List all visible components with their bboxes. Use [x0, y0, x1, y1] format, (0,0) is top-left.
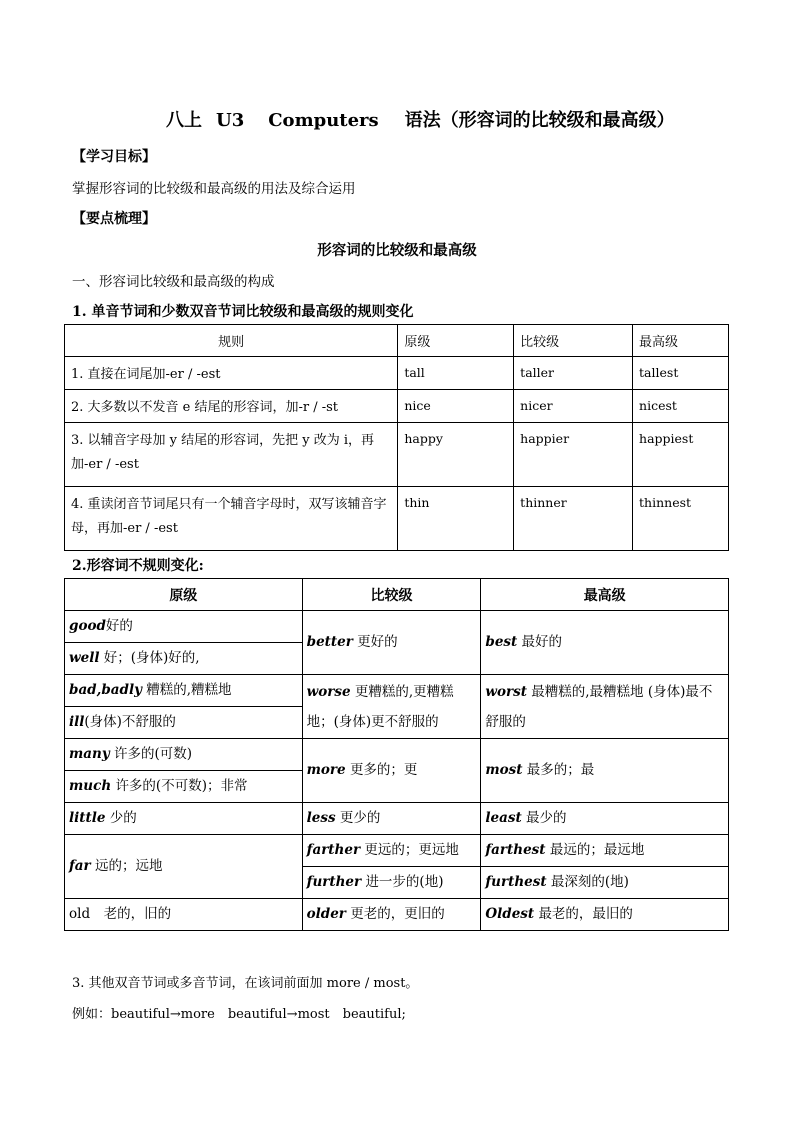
table-cell: 4. 重读闭音节词尾只有一个辅音字母时，双写该辅音字母，再加-er / -est [65, 487, 398, 551]
table-row [65, 423, 729, 487]
table-cell: many 许多的(可数) [65, 739, 303, 771]
table-row [65, 675, 729, 707]
table-row [65, 835, 729, 867]
page-title [166, 106, 766, 132]
table1-header-base: 原级 [398, 325, 514, 357]
table-cell: nicer [514, 390, 633, 423]
points-heading: 【要点梳理】 [72, 211, 156, 227]
table-cell: worst 最糟糕的,最糟糕地 (身体)最不舒服的 [481, 675, 729, 739]
section-title: 形容词的比较级和最高级 [317, 242, 477, 259]
table1-header-superlative: 最高级 [633, 325, 729, 357]
table-cell: farther 更远的；更远地 [302, 835, 481, 867]
regular-changes-table [64, 324, 729, 551]
table-cell: happy [398, 423, 514, 487]
example-text: 例如：beautiful→more beautiful→most beautiful; [72, 1007, 406, 1022]
table-cell: 1. 直接在词尾加-er / -est [65, 357, 398, 390]
table-cell: nicest [633, 390, 729, 423]
table-row [65, 803, 729, 835]
table-cell: tall [398, 357, 514, 390]
table-row [65, 611, 729, 643]
title-unit: U3 [216, 110, 245, 131]
table-cell: bad,badly 糟糕的,糟糕地 [65, 675, 303, 707]
goal-heading: 【学习目标】 [72, 149, 156, 165]
table-cell: taller [514, 357, 633, 390]
table1-header-comparative: 比较级 [514, 325, 633, 357]
table-row [65, 390, 729, 423]
table-cell: ill(身体)不舒服的 [65, 707, 303, 739]
table-row [65, 739, 729, 771]
table-cell: old 老的，旧的 [65, 899, 303, 931]
table-row [65, 487, 729, 551]
table-cell: little 少的 [65, 803, 303, 835]
rule-3-text: 3. 其他双音节词或多音节词，在该词前面加 more / most。 [72, 976, 419, 991]
table-cell: much 许多的(不可数)；非常 [65, 771, 303, 803]
table-cell: older 更老的，更旧的 [302, 899, 481, 931]
table-cell: thinner [514, 487, 633, 551]
subheading-construction: 一、形容词比较级和最高级的构成 [72, 274, 275, 290]
table-cell: 3. 以辅音字母加 y 结尾的形容词，先把 y 改为 i，再加-er / -est [65, 423, 398, 487]
table-cell: far 远的；远地 [65, 835, 303, 899]
title-topic: Computers [268, 110, 379, 131]
irregular-changes-table [64, 578, 729, 931]
table-cell: further 进一步的(地) [302, 867, 481, 899]
table-row [65, 357, 729, 390]
table-cell: thin [398, 487, 514, 551]
title-grade: 八上 [166, 110, 202, 131]
table-cell: tallest [633, 357, 729, 390]
table-cell: happier [514, 423, 633, 487]
table-cell: 2. 大多数以不发音 e 结尾的形容词，加-r / -st [65, 390, 398, 423]
table-cell: most 最多的；最 [481, 739, 729, 803]
table-cell: well 好；(身体)好的, [65, 643, 303, 675]
table-cell: less 更少的 [302, 803, 481, 835]
title-grammar: 语法（形容词的比较级和最高级） [404, 110, 675, 131]
table-cell: Oldest 最老的，最旧的 [481, 899, 729, 931]
table-cell: better 更好的 [302, 611, 481, 675]
table-cell: best 最好的 [481, 611, 729, 675]
table-cell: good好的 [65, 611, 303, 643]
subheading-irregular: 2.形容词不规则变化: [72, 558, 204, 574]
goal-text: 掌握形容词的比较级和最高级的用法及综合运用 [72, 181, 356, 197]
table-cell: thinnest [633, 487, 729, 551]
table1-header-rule: 规则 [65, 325, 398, 357]
table2-header-base: 原级 [65, 579, 303, 611]
table-cell: furthest 最深刻的(地) [481, 867, 729, 899]
table2-header-superlative: 最高级 [481, 579, 729, 611]
subheading-regular: 1. 单音节词和少数双音节词比较级和最高级的规则变化 [72, 304, 414, 320]
table-cell: least 最少的 [481, 803, 729, 835]
table2-header-comparative: 比较级 [302, 579, 481, 611]
table-row [65, 899, 729, 931]
table-cell: happiest [633, 423, 729, 487]
table-cell: farthest 最远的；最远地 [481, 835, 729, 867]
table-cell: more 更多的；更 [302, 739, 481, 803]
table-cell: worse 更糟糕的,更糟糕地；(身体)更不舒服的 [302, 675, 481, 739]
table-cell: nice [398, 390, 514, 423]
